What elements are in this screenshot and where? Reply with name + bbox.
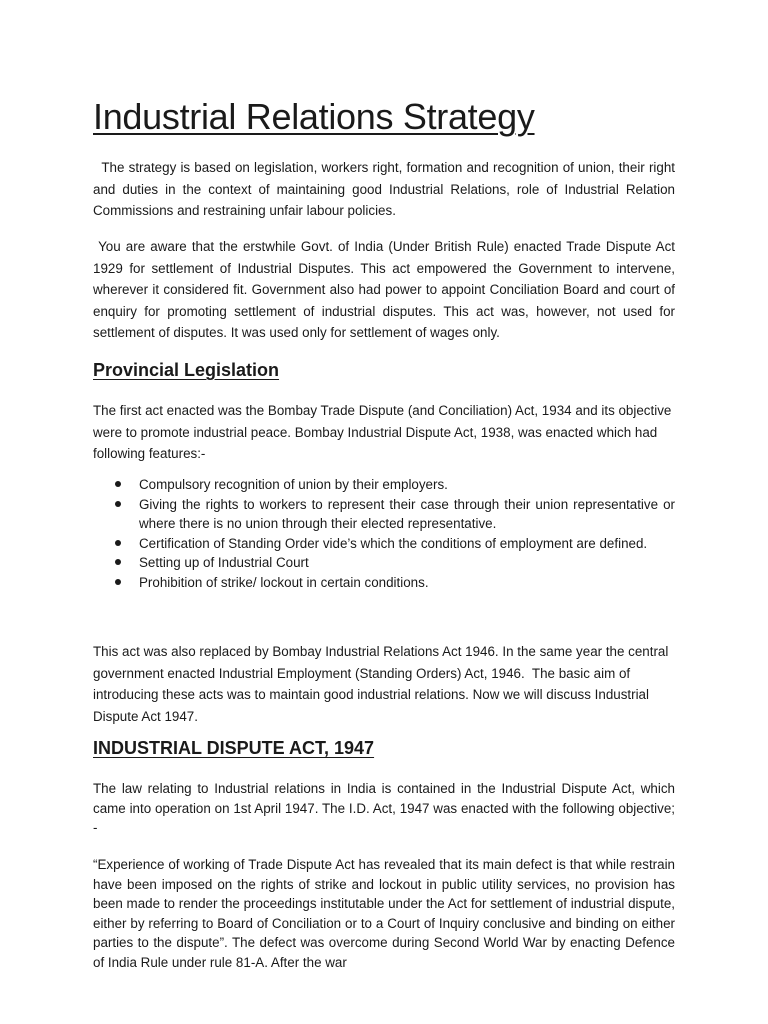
closing-paragraph: This act was also replaced by Bombay Industrial Relations Act 1946. In the same year the central government enacted Industrial Employment (Standing Orders) Act, 1946. The basic aim of introducing these acts was to maintain good industrial relations. Now we will discuss Industrial Dispute Act 1947. bbox=[93, 644, 673, 724]
ida-paragraph: The law relating to Industrial relations in India is contained in the Industrial Dispute Act, which came into operation on 1st April 1947. The I.D. Act, 1947 was enacted with the following objective; - bbox=[93, 781, 675, 836]
list-item bbox=[93, 573, 675, 593]
document-title: Industrial Relations Strategy bbox=[93, 96, 535, 137]
list-item bbox=[93, 534, 675, 554]
provincial-paragraph: The first act enacted was the Bombay Trade Dispute (and Conciliation) Act, 1934 and its objective were to promote industrial peace. Bombay Industrial Dispute Act, 1938, was enacted which had following features:- bbox=[93, 403, 672, 461]
bullet-icon bbox=[115, 579, 121, 585]
list-item-text: Setting up of Industrial Court bbox=[139, 555, 309, 570]
list-item-text: Compulsory recognition of union by their employers. bbox=[139, 477, 448, 492]
bullet-icon bbox=[115, 501, 121, 507]
industrial-dispute-act-heading: INDUSTRIAL DISPUTE ACT, 1947 bbox=[93, 738, 375, 758]
features-list bbox=[93, 475, 675, 592]
quote-paragraph: “Experience of working of Trade Dispute Act has revealed that its main defect is that while restrain have been imposed on the rights of strike and lockout in public utility services, no provision has been made to render the proceedings institutable under the Act for settlement of industrial dispute, either by referring to Board of Conciliation or to a Court of Inquiry conclusive and binding on either parties to the dispute”. The defect was overcome during Second World War by enacting Defence of India Rule under rule 81-A. After the war bbox=[93, 857, 675, 970]
intro-paragraph: The strategy is based on legislation, workers right, formation and recognition of union, their right and duties in the context of maintaining good Industrial Relations, role of Industrial Relation Commissions and restraining unfair labour policies. bbox=[93, 160, 679, 218]
provincial-legislation-heading: Provincial Legislation bbox=[93, 360, 280, 380]
bullet-icon bbox=[115, 540, 121, 546]
bullet-icon bbox=[115, 559, 121, 565]
list-item bbox=[93, 553, 675, 573]
list-item-text: Giving the rights to workers to represent their case through their union representative or where there is no union through their elected representative. bbox=[139, 496, 675, 531]
history-paragraph: You are aware that the erstwhile Govt. of India (Under British Rule) enacted Trade Dispute Act 1929 for settlement of Industrial Disputes. This act empowered the Government to intervene, wherever it considered fit. Government also had power to appoint Conciliation Board and court of enquiry for promoting settlement of industrial disputes. This act was, however, not used for settlement of disputes. It was used only for settlement of wages only. bbox=[93, 239, 679, 340]
list-item-text: Certification of Standing Order vide’s which the conditions of employment are defined. bbox=[139, 535, 648, 551]
bullet-icon bbox=[115, 481, 121, 487]
list-item bbox=[93, 475, 675, 495]
list-item bbox=[93, 495, 675, 534]
list-item-text: Prohibition of strike/ lockout in certain conditions. bbox=[139, 574, 429, 590]
